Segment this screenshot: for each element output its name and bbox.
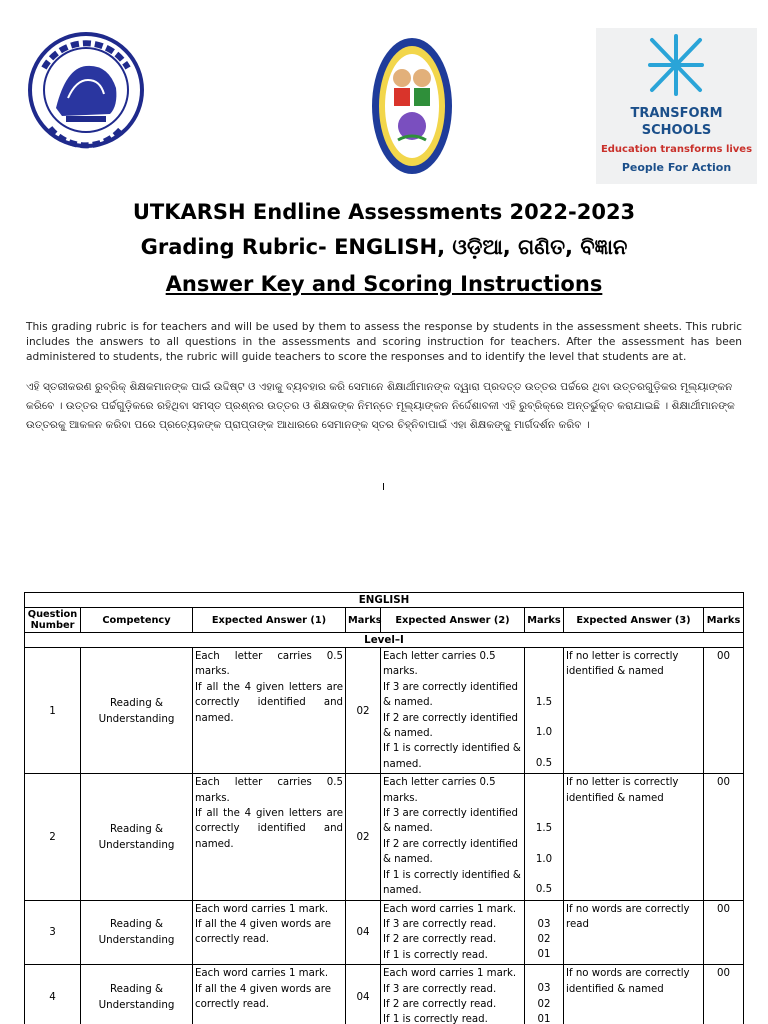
table-row [25, 900, 744, 965]
marks-3: 00 [704, 774, 744, 900]
mark-value: 02 [537, 998, 551, 1010]
mark-value: 1.5 [535, 697, 553, 708]
marks-1: 02 [346, 648, 381, 774]
marks-2 [525, 965, 564, 1024]
answer-line: If 3 are correctly read. [383, 983, 497, 995]
title-line3: Answer Key and Scoring Instructions [165, 272, 603, 296]
competency: Reading & Understanding [81, 774, 193, 900]
answer-line: If all the 4 given letters are correctly identified and named. [195, 808, 343, 850]
marks-3: 00 [704, 900, 744, 965]
header-marks-2: Marks [525, 608, 564, 633]
answer-line: If 3 are correctly read. [383, 918, 497, 930]
marks-1: 04 [346, 965, 381, 1024]
answer-line: If 2 are correctly identified & named. [383, 712, 519, 740]
rubric-table [24, 592, 744, 1024]
mark-value: 03 [537, 983, 551, 995]
marks-2 [525, 774, 564, 900]
answer-line: If all the 4 given words are correctly read. [195, 983, 331, 1010]
answer-line: If 2 are correctly identified & named. [383, 838, 519, 866]
answer-line: Each letter carries 0.5 marks. [195, 777, 343, 804]
answer-line: Each letter carries 0.5 marks. [195, 651, 343, 678]
mark-value: 1.5 [535, 823, 553, 835]
competency: Reading & Understanding [81, 965, 193, 1024]
header-competency: Competency [81, 608, 193, 633]
expected-answer-1 [193, 965, 346, 1024]
answer-line: If all the 4 given words are correctly read. [195, 918, 331, 946]
header-marks-1: Marks [346, 608, 381, 633]
marks-1: 04 [346, 900, 381, 965]
expected-answer-1 [193, 774, 346, 900]
expected-answer-1 [193, 648, 346, 774]
table-row [25, 774, 744, 900]
table-row [25, 965, 744, 1024]
table-header-row [25, 608, 744, 633]
odisha-emblem-logo [26, 28, 146, 158]
answer-line: If all the 4 given letters are correctly identified and named. [195, 681, 343, 724]
intro-english: This grading rubric is for teachers and will be used by them to assess the response by students in the assessment sheets. This rubric includes the answers to all questions in the assessments and scoring instruction for teachers. After the assessment has been administered to students, the rubric will guide teachers to score the responses and to identify the level that students are at. [26, 321, 742, 363]
marks-2 [525, 900, 564, 965]
logo-row [0, 28, 768, 188]
header-expected-answer-2: Expected Answer (2) [381, 608, 525, 633]
expected-answer-3: If no letter is correctly identified & named [564, 774, 704, 900]
table-row [25, 648, 744, 774]
mark-value: 1.0 [535, 853, 553, 865]
answer-line: If 1 is correctly read. [383, 1014, 488, 1024]
expected-answer-2 [381, 648, 525, 774]
mark-value: 01 [537, 1013, 551, 1024]
ts-org: People For Action [621, 161, 732, 174]
marks-2 [525, 648, 564, 774]
header-expected-answer-1: Expected Answer (1) [193, 608, 346, 633]
title-line2: Grading Rubric- ENGLISH, ଓଡ଼ିଆ, ଗଣିତ, ବିଜ୍ଞାନ [140, 235, 628, 259]
mark-value: 0.5 [535, 884, 553, 896]
mark-value: 02 [537, 933, 551, 945]
page-mark: I [382, 482, 385, 493]
question-number: 3 [25, 900, 81, 965]
ts-tagline: Education transforms lives [600, 144, 753, 155]
ts-line2: SCHOOLS [641, 123, 712, 138]
expected-answer-1 [193, 900, 346, 965]
marks-1: 02 [346, 774, 381, 900]
competency: Reading & Understanding [81, 900, 193, 965]
answer-line: If 3 are correctly identified & named. [383, 681, 519, 709]
header-marks-3: Marks [704, 608, 744, 633]
expected-answer-2 [381, 774, 525, 900]
table-banner: ENGLISH [25, 593, 744, 608]
header-question-number: Question Number [25, 608, 81, 633]
title-line1: UTKARSH Endline Assessments 2022-2023 [132, 200, 636, 224]
answer-line: Each word carries 1 mark. [195, 903, 329, 915]
expected-answer-3: If no words are correctly identified & named [564, 965, 704, 1024]
osepa-logo [370, 36, 454, 196]
answer-line: If 1 is correctly identified & named. [383, 743, 521, 770]
competency: Reading & Understanding [81, 648, 193, 774]
answer-line: Each letter carries 0.5 marks. [383, 651, 496, 678]
expected-answer-3: If no words are correctly read [564, 900, 704, 965]
question-number: 4 [25, 965, 81, 1024]
mark-value: 0.5 [535, 757, 553, 769]
table-banner-row [25, 593, 744, 608]
answer-line: If 1 is correctly identified & named. [383, 869, 521, 897]
question-number: 2 [25, 774, 81, 900]
answer-line: Each word carries 1 mark. [195, 968, 329, 980]
expected-answer-2 [381, 965, 525, 1024]
level-label: Level–I [25, 633, 744, 648]
answer-line: Each word carries 1 mark. [383, 903, 517, 915]
marks-3: 00 [704, 965, 744, 1024]
expected-answer-3: If no letter is correctly identified & named [564, 648, 704, 774]
mark-value: 03 [537, 918, 551, 930]
answer-line: If 1 is correctly read. [383, 949, 488, 961]
expected-answer-2 [381, 900, 525, 965]
answer-line: If 3 are correctly identified & named. [383, 808, 519, 835]
intro-odia: ଏହି ସ୍ତରୀକରଣ ରୁବ୍ରିକ୍ ଶିକ୍ଷକମାନଙ୍କ ପାଇଁ ଉଦ୍ଦିଷ୍ଟ ଓ ଏହାକୁ ବ୍ୟବହାର କରି ସେମାନେ ଶିକ୍ଷାର୍ଥୀମାନଙ୍କ ଦ୍ୱାରା ପ୍ରଦତ୍ତ ଉତ୍ତର ପର୍ଚ୍ଚରେ ଥିବା ଉତ୍ତରଗୁଡ଼ିକର ମୂଲ୍ୟାଙ୍କନ କରିବେ । ଉତ୍ତର ପର୍ଚ୍ଚଗୁଡ଼ିକରେ ରହିଥିବା ସମସ୍ତ ପ୍ରଶ୍ନର ଉତ୍ତର ଓ ଶିକ୍ଷକଙ୍କ ନିମନ୍ତେ ମୂଲ୍ୟାଙ୍କନ ନିର୍ଦ୍ଦେଶାବଳୀ ଏହି ରୁବ୍ରିକ୍‌ରେ ଅନ୍ତର୍ଭୁକ୍ତ କରାଯାଇଛି । ଶିକ୍ଷାର୍ଥୀମାନଙ୍କ ଉତ୍ତରକୁ ଆକଳନ କରିବା ପରେ ପ୍ରତ୍ୟେକଙ୍କ ପ୍ରାପ୍ତାଙ୍କ ଆଧାରରେ ସେମାନଙ୍କ ସ୍ତର ଚିହ୍ନିବାପାଇଁ ଏହା ଶିକ୍ଷକଙ୍କୁ ମାର୍ଗଦର୍ଶନ କରିବ । [26, 381, 735, 431]
mark-value: 01 [537, 949, 551, 961]
level-row [25, 633, 744, 648]
header-expected-answer-3: Expected Answer (3) [564, 608, 704, 633]
answer-line: If 2 are correctly read. [383, 934, 497, 946]
answer-line: Each letter carries 0.5 marks. [383, 777, 496, 804]
question-number: 1 [25, 648, 81, 774]
ts-line1: TRANSFORM [630, 106, 723, 121]
transform-schools-logo [596, 28, 757, 184]
marks-3: 00 [704, 648, 744, 774]
mark-value: 1.0 [535, 727, 553, 739]
answer-line: If 2 are correctly read. [383, 998, 497, 1010]
answer-line: Each word carries 1 mark. [383, 968, 517, 980]
